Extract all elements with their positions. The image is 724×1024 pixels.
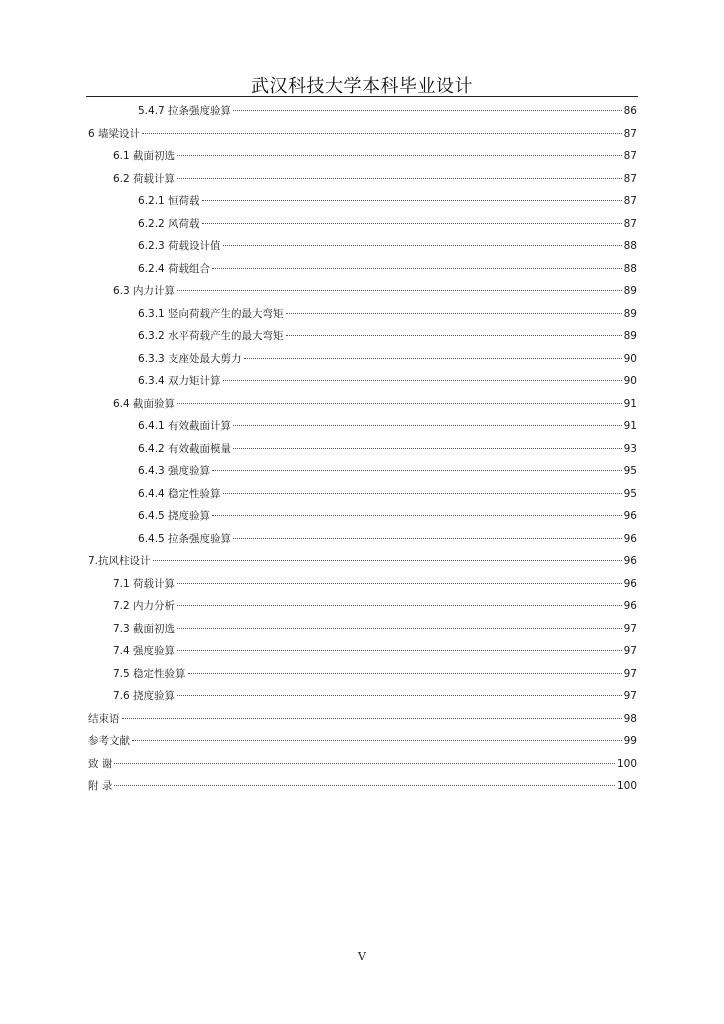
toc-entry[interactable] [138,461,637,481]
toc-entry[interactable] [88,776,637,796]
toc-entry-page: 95 [623,487,637,500]
toc-entry-title: 6.3.2 水平荷载产生的最大弯矩 [138,330,284,342]
toc-entry[interactable] [113,596,637,616]
toc-entry[interactable] [113,394,637,414]
toc-entry-page: 97 [623,645,637,657]
toc-entry-page: 97 [623,667,637,680]
toc-entry-title: 6.4.4 稳定性验算 [138,487,221,500]
toc-entry[interactable] [138,191,637,211]
toc-entry-page: 88 [623,240,637,252]
toc-entry[interactable] [88,731,637,751]
toc-entry[interactable] [138,326,637,346]
toc-entry-title: 7.2 内力分析 [113,600,176,612]
toc-entry-page: 96 [623,555,637,567]
toc-entry-title: 7.5 稳定性验算 [113,667,186,680]
toc-dot-leader [177,649,622,651]
page-header-title: 武汉科技大学本科毕业设计 [251,76,473,97]
toc-entry-title: 7.3 截面初选 [113,622,176,635]
toc-entry-title: 6.4.1 有效截面计算 [138,420,232,432]
toc-dot-leader [233,424,622,426]
toc-entry-page: 96 [623,510,637,522]
toc-dot-leader [132,739,622,741]
toc-entry[interactable] [88,754,637,774]
toc-entry-page: 87 [623,217,637,230]
toc-entry-page: 89 [623,307,637,320]
toc-dot-leader [244,357,622,359]
toc-dot-leader [223,492,622,494]
toc-entry[interactable] [138,304,637,324]
toc-entry-title: 6.1 截面初选 [113,150,176,162]
toc-entry-title: 参考文献 [88,735,130,747]
toc-entry-page: 91 [623,420,637,432]
toc-entry-title: 6.3.4 双力矩计算 [138,375,221,387]
toc-entry-title: 6.4.2 有效截面模量 [138,442,232,455]
toc-entry[interactable] [138,236,637,256]
toc-dot-leader [212,267,622,269]
toc-entry-title: 7.1 荷载计算 [113,577,176,590]
toc-entry[interactable] [113,619,637,639]
toc-dot-leader [286,334,622,336]
toc-entry-page: 98 [623,712,637,725]
toc-entry-title: 6.3.3 支座处最大剪力 [138,352,242,365]
toc-entry-page: 89 [623,330,637,342]
toc-entry-page: 100 [616,757,637,770]
toc-entry-title: 7.抗风柱设计 [88,555,151,567]
toc-dot-leader [177,627,622,629]
toc-entry-page: 86 [623,105,637,117]
header-rule [86,96,638,97]
toc-entry-title: 6.2.1 恒荷载 [138,195,200,207]
toc-entry-page: 93 [623,442,637,455]
toc-entry[interactable] [138,101,637,121]
toc-entry[interactable] [138,259,637,279]
toc-entry-page: 97 [623,622,637,635]
toc-entry-title: 6.2.4 荷载组合 [138,262,211,275]
toc-entry-title: 6.4 截面验算 [113,397,176,410]
toc-dot-leader [142,132,622,134]
toc-entry[interactable] [113,281,637,301]
toc-entry-page: 100 [616,780,637,792]
toc-dot-leader [177,402,622,404]
toc-dot-leader [153,559,622,561]
toc-dot-leader [177,177,622,179]
toc-dot-leader [188,672,622,674]
toc-entry-page: 91 [623,397,637,410]
toc-entry-title: 6.2.3 荷载设计值 [138,240,221,252]
toc-dot-leader [122,717,622,719]
toc-entry[interactable] [113,146,637,166]
toc-dot-leader [286,312,622,314]
toc-dot-leader [177,604,622,606]
toc-entry-title: 6.4.3 强度验算 [138,465,211,477]
toc-dot-leader [233,109,622,111]
toc-entry-page: 89 [623,285,637,297]
toc-entry[interactable] [138,484,637,504]
toc-dot-leader [223,244,622,246]
toc-entry[interactable] [138,214,637,234]
toc-entry-page: 90 [623,352,637,365]
toc-dot-leader [202,199,622,201]
toc-entry-page: 87 [623,150,637,162]
toc-entry-title: 6.4.5 拉条强度验算 [138,532,232,545]
toc-entry-page: 90 [623,375,637,387]
toc-entry[interactable] [113,664,637,684]
toc-entry-page: 95 [623,465,637,477]
toc-entry-page: 88 [623,262,637,275]
toc-dot-leader [177,582,622,584]
toc-entry[interactable] [138,529,637,549]
toc-dot-leader [202,222,622,224]
toc-entry[interactable] [88,551,637,571]
toc-dot-leader [114,762,615,764]
toc-entry-title: 7.4 强度验算 [113,645,176,657]
toc-entry-page: 99 [623,735,637,747]
toc-entry-page: 87 [623,172,637,185]
toc-entry-title: 5.4.7 拉条强度验算 [138,105,232,117]
toc-entry-title: 结束语 [88,712,120,725]
toc-entry[interactable] [113,574,637,594]
page-number: V [358,950,366,963]
toc-dot-leader [233,537,622,539]
toc-entry[interactable] [88,709,637,729]
toc-entry-page: 96 [623,600,637,612]
toc-dot-leader [114,784,615,786]
toc-entry-title: 6.2 荷载计算 [113,172,176,185]
toc-entry[interactable] [138,439,637,459]
toc-dot-leader [177,289,622,291]
toc-entry-page: 96 [623,532,637,545]
toc-entry-title: 6.4.5 挠度验算 [138,510,211,522]
toc-entry[interactable] [138,371,637,391]
toc-entry-page: 96 [623,577,637,590]
toc-dot-leader [177,694,622,696]
toc-entry-page: 87 [623,127,637,140]
toc-dot-leader [212,469,622,471]
toc-entry-page: 87 [623,195,637,207]
toc-entry[interactable] [138,416,637,436]
toc-entry-title: 6 墙梁设计 [88,127,141,140]
toc-dot-leader [233,447,622,449]
toc-entry[interactable] [88,124,637,144]
toc-entry[interactable] [113,169,637,189]
toc-entry[interactable] [138,506,637,526]
toc-entry-title: 7.6 挠度验算 [113,690,176,702]
toc-entry[interactable] [113,641,637,661]
toc-dot-leader [223,379,622,381]
toc-entry-title: 6.3 内力计算 [113,285,176,297]
toc-entry[interactable] [113,686,637,706]
toc-entry-title: 致 谢 [88,757,113,770]
toc-entry[interactable] [138,349,637,369]
toc-entry-title: 附 录 [88,780,113,792]
toc-dot-leader [212,514,622,516]
toc-entry-title: 6.3.1 竖向荷载产生的最大弯矩 [138,307,284,320]
toc-entry-page: 97 [623,690,637,702]
toc-entry-title: 6.2.2 风荷载 [138,217,200,230]
toc-dot-leader [177,154,622,156]
